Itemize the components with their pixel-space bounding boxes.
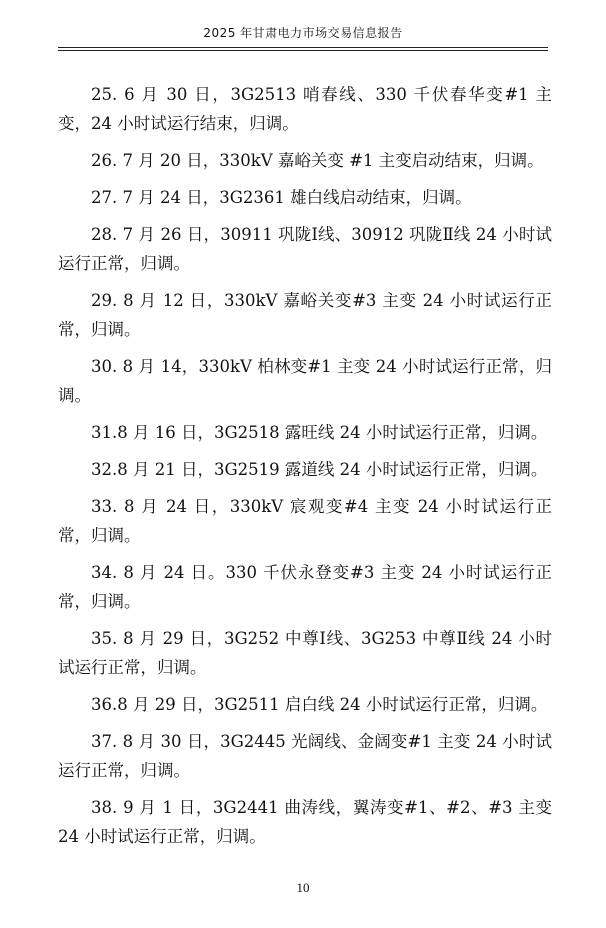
list-item: 30. 8 月 14，330kV 柏林变#1 主变 24 小时试运行正常，归调。 bbox=[58, 357, 552, 405]
page-number: 10 bbox=[296, 880, 310, 895]
list-item: 26. 7 月 20 日，330kV 嘉峪关变 #1 主变启动结束，归调。 bbox=[91, 151, 544, 170]
list-item: 32.8 月 21 日，3G2519 露道线 24 小时试运行正常，归调。 bbox=[91, 460, 548, 479]
document-body bbox=[58, 80, 552, 859]
list-item: 28. 7 月 26 日，30911 巩陇Ⅰ线、30912 巩陇Ⅱ线 24 小时试运行正常，归调。 bbox=[58, 225, 552, 273]
list-item: 35. 8 月 29 日，3G252 中尊Ⅰ线、3G253 中尊Ⅱ线 24 小时试运行正常，归调。 bbox=[58, 629, 552, 677]
header-divider bbox=[58, 50, 548, 51]
list-item: 29. 8 月 12 日，330kV 嘉峪关变#3 主变 24 小时试运行正常，归调。 bbox=[58, 291, 552, 339]
list-item: 36.8 月 29 日，3G2511 启白线 24 小时试运行正常，归调。 bbox=[91, 695, 548, 714]
list-item: 37. 8 月 30 日，3G2445 光阔线、金阔变#1 主变 24 小时试运行正常，归调。 bbox=[58, 732, 552, 780]
list-item: 25. 6 月 30 日，3G2513 哨春线、330 千伏春华变#1 主变，24 小时试运行结束，归调。 bbox=[58, 85, 552, 133]
list-item: 34. 8 月 24 日。330 千伏永登变#3 主变 24 小时试运行正常，归调。 bbox=[58, 563, 552, 611]
page-header: 2025 年甘肃电力市场交易信息报告 bbox=[58, 24, 548, 48]
list-item: 27. 7 月 24 日，3G2361 雄白线启动结束，归调。 bbox=[91, 188, 472, 207]
list-item: 38. 9 月 1 日，3G2441 曲涛线，翼涛变#1、#2、#3 主变 24 小时试运行正常，归调。 bbox=[58, 798, 552, 846]
list-item: 33. 8 月 24 日，330kV 宸观变#4 主变 24 小时试运行正常，归调。 bbox=[58, 497, 552, 545]
list-item: 31.8 月 16 日，3G2518 露旺线 24 小时试运行正常，归调。 bbox=[91, 423, 548, 442]
